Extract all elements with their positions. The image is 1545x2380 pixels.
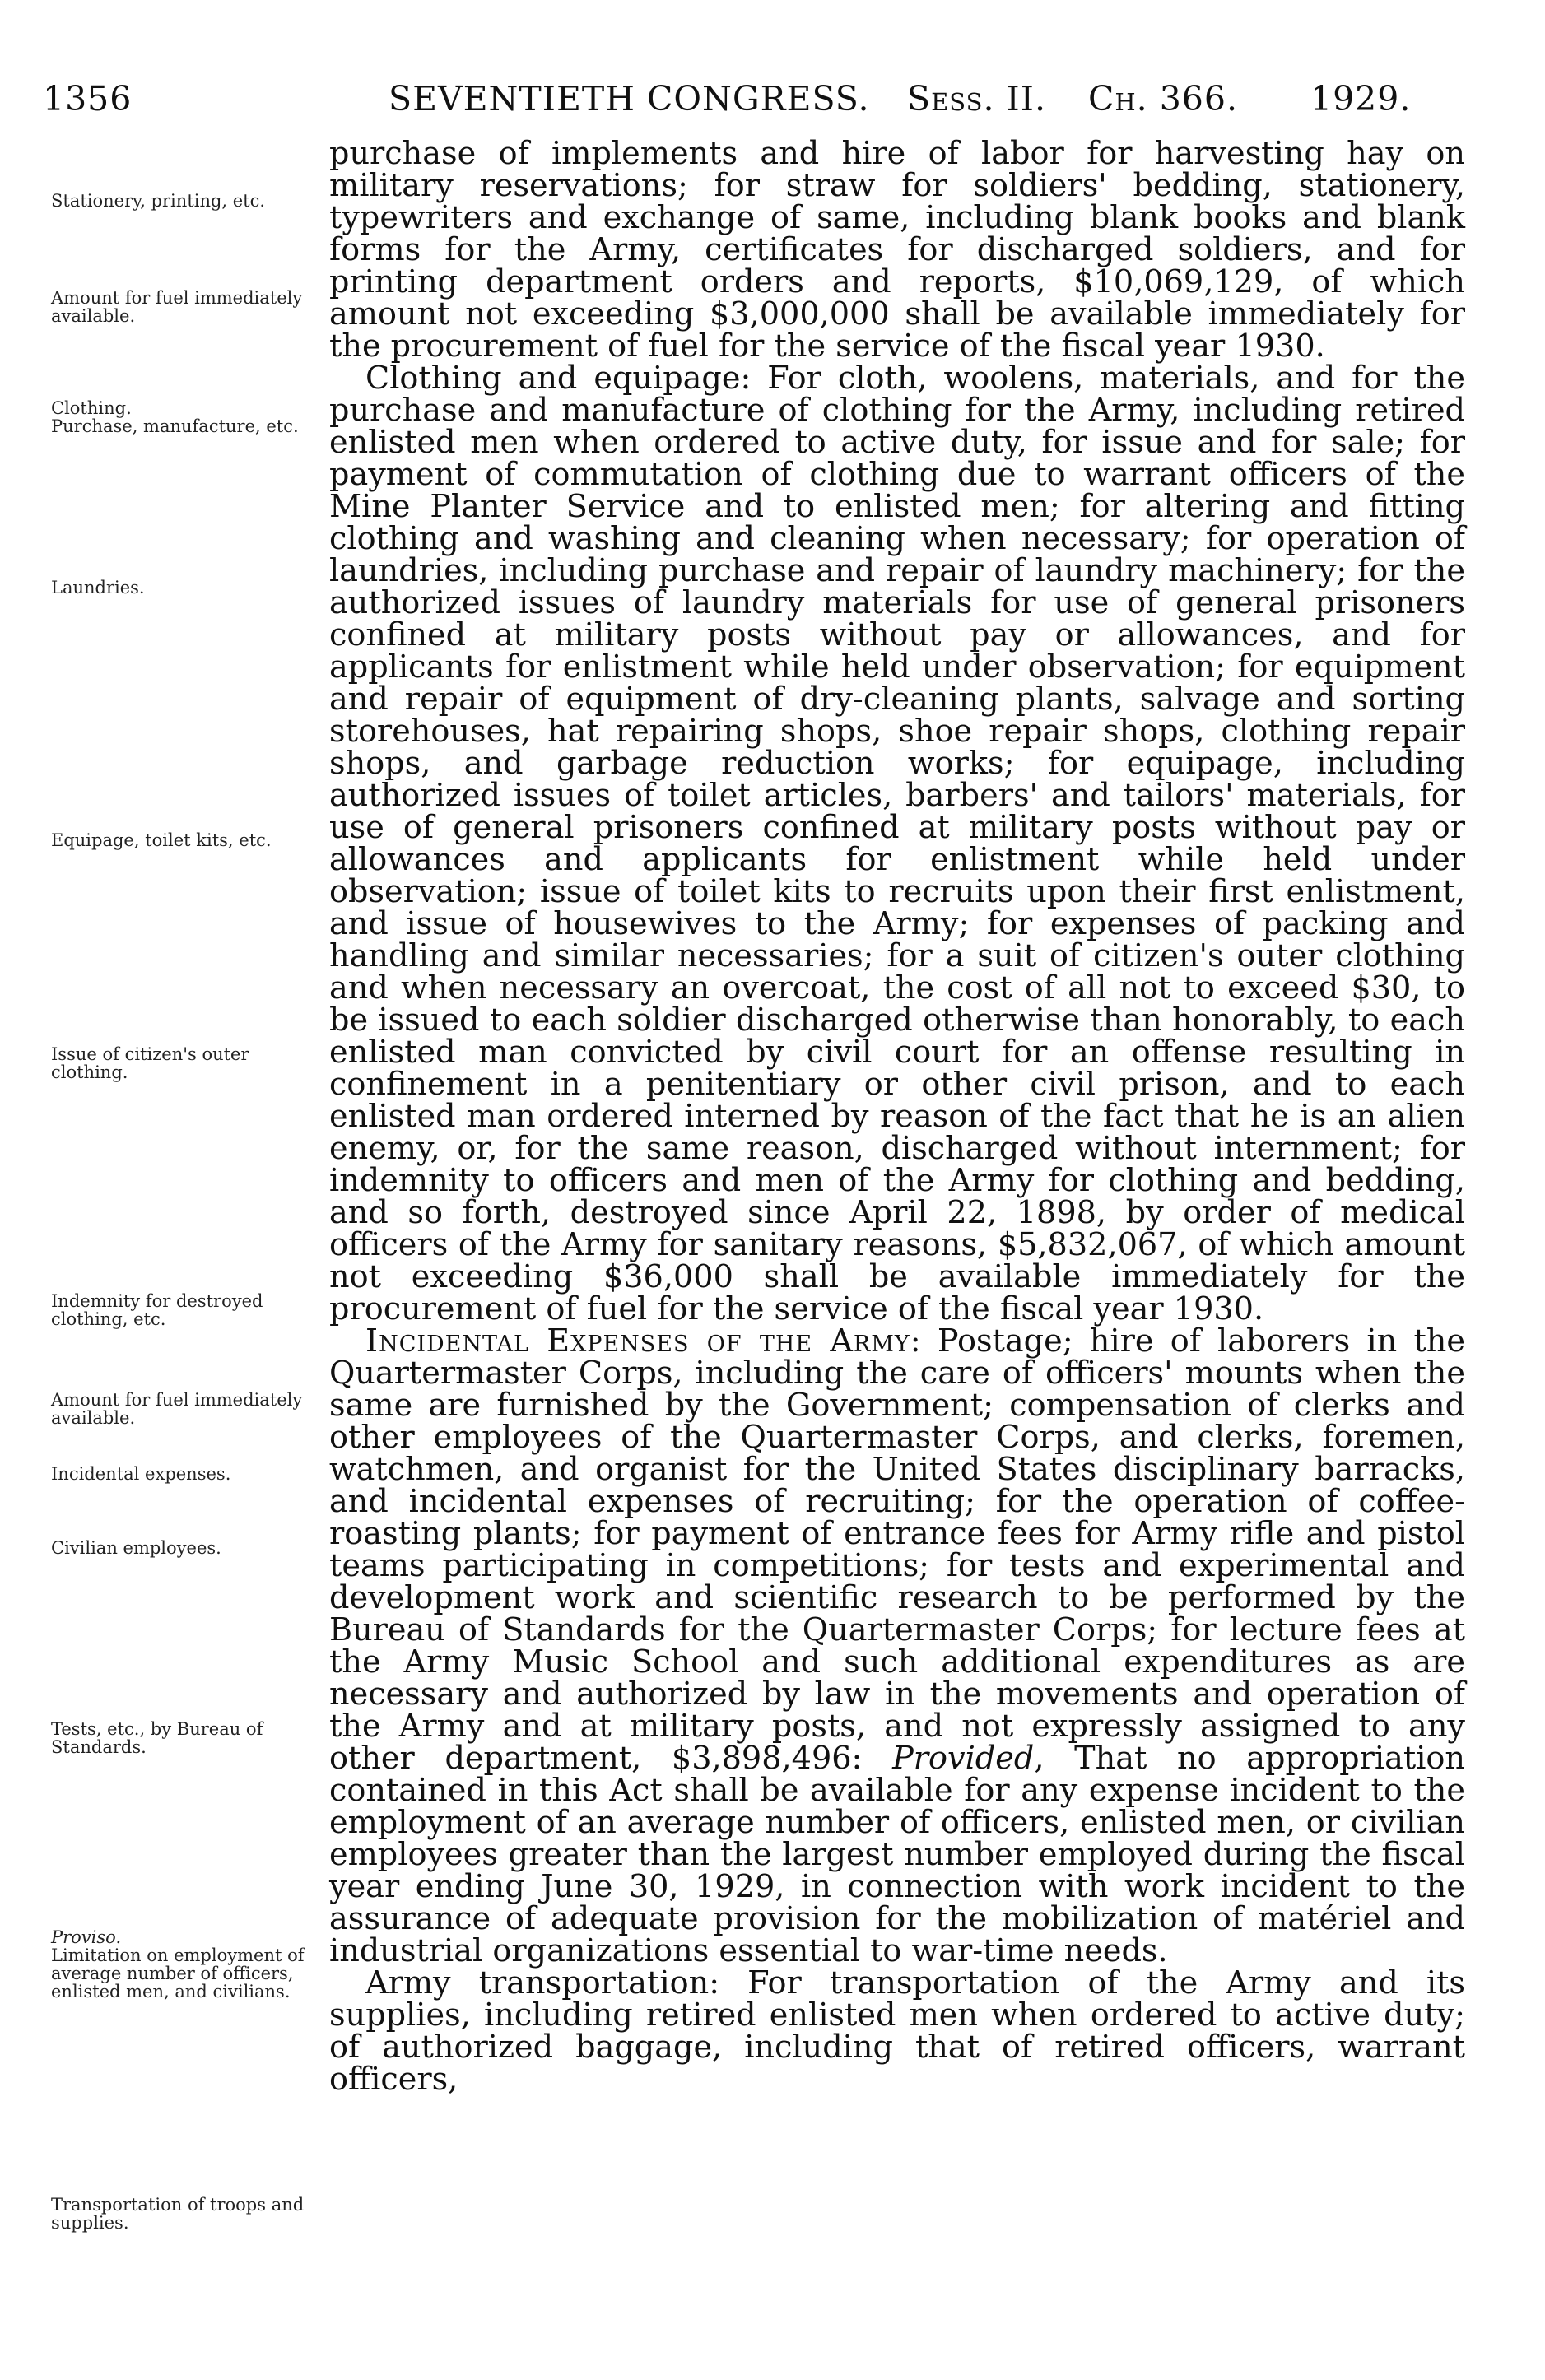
paragraph-proviso-text: , That no appropriation contained in this Act shall be available for any expense incident to the employment of an average number of officers, enlisted men, or civilian employees greater than the largest number employed during the fiscal year ending June 30, 1929, in connection with work incident to the assurance of adequate provision for the mobilization of matériel and industrial organizations essential to war-time needs. — [329, 1741, 1465, 1969]
running-header — [43, 79, 1459, 128]
paragraph-army-transportation: Army transportation: For transportation of the Army and its supplies, including retired enlisted men when ordered to active duty; of authorized baggage, including that of retired officers, warrant officers, — [329, 1965, 1465, 2098]
proviso-term: Provided — [892, 1741, 1035, 1777]
congress-title: SEVENTIETH CONGRESS. — [389, 79, 870, 119]
margin-note-citizen-clothing: Issue of citizen's outer clothing. — [51, 1044, 249, 1082]
margin-note-proviso: Proviso. — [51, 1927, 122, 1947]
paragraph-incidental-expenses — [329, 1323, 1465, 1969]
chapter-label: Ch. 366. — [1088, 79, 1239, 119]
margin-note-incidental: Incidental expenses. — [51, 1464, 231, 1484]
margin-note-fuel-2: Amount for fuel immediately available. — [51, 1390, 303, 1428]
section-heading-incidental: Incidental Expenses of the Army — [365, 1323, 910, 1360]
page-number: 1356 — [43, 79, 133, 119]
session-label: Sess. II. — [907, 79, 1046, 119]
statute-body — [329, 138, 1465, 2096]
margin-note-tests: Tests, etc., by Bureau of Standards. — [51, 1719, 263, 1757]
margin-note-laundries: Laundries. — [51, 578, 145, 597]
margin-note-stationery: Stationery, printing, etc. — [51, 191, 266, 211]
margin-note-civilian: Civilian employees. — [51, 1538, 221, 1558]
margin-note-fuel: Amount for fuel immediately available. — [51, 288, 303, 326]
paragraph-incidental-text: : Postage; hire of laborers in the Quartermaster Corps, including the care of officers' mounts when the same are furnished by the Government; compensation of clerks and other employees of the Quartermaster Corps, and clerks, foremen, watchmen, and organist for the United States disciplinary barracks, and incidental expenses of recruiting; for the operation of coffee-roasting plants; for payment of entrance fees for Army rifle and pistol teams participating in competitions; for tests and experimental and development work and scientific research to be performed by the Bureau of Standards for the Quartermaster Corps; for lecture fees at the Army Music School and such additional expenditures as are necessary and authorized by law in the movements and operation of the Army and at military posts, and not expressly assigned to any other department, $3,898,496: — [329, 1323, 1465, 1777]
year-label: 1929. — [1310, 79, 1412, 119]
margin-note-limitation: Limitation on employment of average number of officers, enlisted men, and civilians. — [51, 1945, 305, 2001]
margin-note-purchase: Purchase, manufacture, etc. — [51, 416, 299, 436]
margin-note-clothing: Clothing. — [51, 398, 132, 418]
margin-note-transportation: Transportation of troops and supplies. — [51, 2195, 305, 2233]
paragraph-clothing-equipage: Clothing and equipage: For cloth, woolens, materials, and for the purchase and manufacture of clothing for the Army, including retired enlisted men when ordered to active duty, for issue and for sale; for payment of commutation of clothing due to warrant officers of the Mine Planter Service and to enlisted men; for altering and fitting clothing and washing and cleaning when necessary; for operation of laundries, including purchase and repair of laundry machinery; for the authorized issues of laundry materials for use of general prisoners confined at military posts without pay or allowances, and for applicants for enlistment while held under observation; for equipment and repair of equipment of dry-cleaning plants, salvage and sorting storehouses, hat repairing shops, shoe repair shops, clothing repair shops, and garbage reduction works; for equipage, including authorized issues of toilet articles, barbers' and tailors' materials, for use of general prisoners confined at military posts without pay or allowances and applicants for enlistment while held under observation; issue of toilet kits to recruits upon their first enlistment, and issue of housewives to the Army; for expenses of packing and handling and similar necessaries; for a suit of citizen's outer clothing and when necessary an overcoat, the cost of all not to exceed $30, to be issued to each soldier discharged otherwise than honorably, to each enlisted man convicted by civil court for an offense resulting in confinement in a penitentiary or other civil prison, and to each enlisted man ordered interned by reason of the fact that he is an alien enemy, or, for the same reason, discharged without internment; for indemnity to officers and men of the Army for clothing and bedding, and so forth, destroyed since April 22, 1898, by order of medical officers of the Army for sanitary reasons, $5,832,067, of which amount not exceeding $36,000 shall be available immediately for the procurement of fuel for the service of the fiscal year 1930. — [329, 360, 1465, 1327]
margin-note-equipage: Equipage, toilet kits, etc. — [51, 830, 272, 850]
margin-note-indemnity: Indemnity for destroyed clothing, etc. — [51, 1291, 263, 1329]
paragraph-stationery: purchase of implements and hire of labor for harvesting hay on military reservations; for straw for soldiers' bedding, stationery, typewriters and exchange of same, including blank books and blank forms for the Army, certificates for discharged soldiers, and for printing department orders and reports, $10,069,129, of which amount not exceeding $3,000,000 shall be available immediately for the procurement of fuel for the service of the fiscal year 1930. — [329, 136, 1465, 365]
